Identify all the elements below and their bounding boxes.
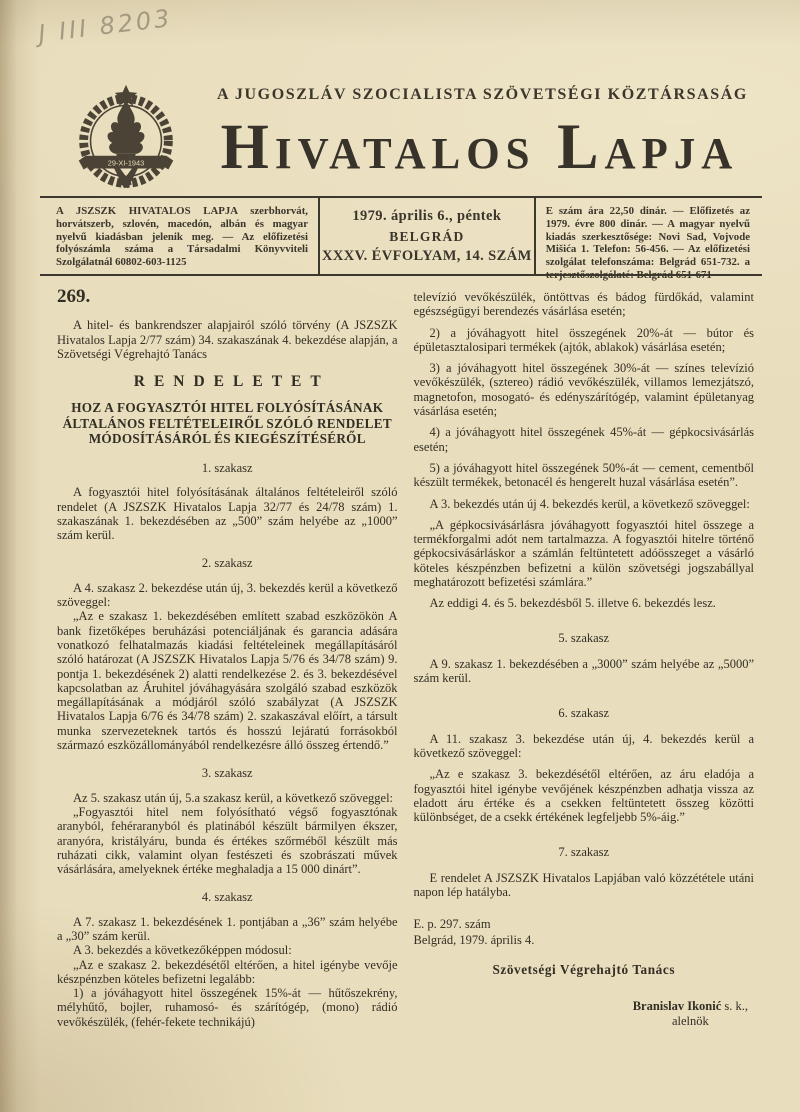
publication-info-box <box>40 196 762 281</box>
section-heading: 6. szakasz <box>558 705 610 720</box>
paragraph: A 3. bekezdés a következőképpen módosul: <box>73 943 292 958</box>
decree-title: HOZ A FOGYASZTÓI HITEL FOLYÓSÍTÁSÁNAK ÁLTALÁNOS FELTÉTELEIRŐL SZÓLÓ RENDELET MÓDOSÍTÁSÁRÓL ÉS KIEGÉSZÍTÉSÉRŐL <box>62 400 392 447</box>
masthead <box>58 84 755 196</box>
issue-date: 1979. április 6., péntek <box>352 208 502 224</box>
paragraph: Az eddigi 4. és 5. bekezdésből 5. illetve 6. bekezdés lesz. <box>429 596 716 611</box>
paragraph: 1) a jóváhagyott hitel összegének 15%-át — hűtőszekrény, mélyhűtő, bojler, ruhamosó- és szárítógép, (mono) rádió vevőkészülék, (fehér-fekete technikájú) <box>57 986 398 1029</box>
paragraph: Az 5. szakasz után új, 5.a szakasz kerül, a következő szöveggel: <box>73 790 394 805</box>
issue-city: BELGRÁD <box>389 228 465 244</box>
paragraph: A 3. bekezdés után új 4. bekezdés kerül, a következő szöveggel: <box>429 496 750 511</box>
publication-languages-note: A JSZSZK HIVATALOS LAPJA szerbhorvát, horvátszerb, szlovén, macedón, albán és magyar nyelvű kiadásban jelenik meg. — Az előfizetési folyószámla száma a Társadalmi Könyvviteli Szolgálatnál 60802-603-1125 <box>56 205 308 269</box>
decree-reference-number: E. p. 297. szám <box>413 916 491 931</box>
yugoslav-coat-of-arms-icon <box>62 82 190 196</box>
issue-identification <box>318 198 536 274</box>
right-column <box>414 290 755 1029</box>
article-intro: A hitel- és bankrendszer alapjairól szóló törvény (A JSZSZK Hivatalos Lapja 2/77 szám) 34. szakaszának 4. bekezdése alapján, a Szövetségi Végrehajtó Tanács <box>57 318 398 361</box>
paragraph: A 4. szakasz 2. bekezdése után új, 3. bekezdés kerül a következő szöveggel: <box>57 580 398 610</box>
country-name-line: A JUGOSZLÁV SZOCIALISTA SZÖVETSÉGI KÖZTÁRSASÁG <box>217 86 748 103</box>
signer-name: Branislav Ikonić <box>632 999 722 1014</box>
paragraph: 5) a jóváhagyott hitel összegének 50%-át — cement, cementből készült termékek, betonacél és hengerelt huzal vásárlása esetén”. <box>413 460 754 490</box>
section-heading: 3. szakasz <box>201 766 253 781</box>
section-heading: 2. szakasz <box>201 556 253 571</box>
section-heading: 7. szakasz <box>558 844 610 859</box>
section-heading: 1. szakasz <box>201 460 253 475</box>
section-heading: 4. szakasz <box>201 890 253 905</box>
paragraph: A 7. szakasz 1. bekezdésének 1. pontjában a „36” szám helyébe a „30” szám kerül. <box>57 914 398 943</box>
signature-block <box>633 999 748 1029</box>
left-column <box>57 286 398 1029</box>
signer-title: alelnök <box>671 1014 709 1029</box>
paragraph: „Az e szakasz 2. bekezdésétől eltérően, a hitel igénybe vevője készpénzben köteles befizetni legalább: <box>57 957 398 986</box>
section-heading: 5. szakasz <box>558 630 610 645</box>
signer-line <box>633 999 748 1014</box>
paragraph: „Fogyasztói hitel nem folyósítható végső fogyasztónak aranyból, fehéraranyból és platinából készült bármilyen ékszer, aranyóra, kristályáru, bunda és értékes szőrméből készült más ruházati cikk, valamint olyan festészeti és szobrászati művek vásárlására, amelyeknek értéke meghaladja a 15 000 dinárt”. <box>57 804 398 877</box>
paragraph: „A gépkocsivásárlásra jóváhagyott fogyasztói hitel összege a termékforgalmi adót nem tartalmazza. A fogyasztói hitelre történő gépkocsivásárláskor a számlán feltüntetett adóösszeget a vásárló köteles készpénzben befizetni a külön szövetségi jogszabállyal meghatározott befizetési számlára.” <box>413 517 754 590</box>
paragraph: „Az e szakasz 3. bekezdésétől eltérően, az áru eladója a fogyasztói hitel igénybe vevőjének készpénzben adhatja vissza az eladott áru értéke és a csekken feltüntetett összeg közötti különbséget, de a csekk értékének legfeljebb 5%-áig.” <box>413 767 754 825</box>
article-body <box>57 286 754 1029</box>
paragraph: A fogyasztói hitel folyósításának általános feltételeiről szóló rendelet (A JSZSZK Hivatalos Lapja 32/77 és 24/78 szám) 1. szakaszának 1. bekezdésében az „500” szám helyébe az „1000” szám kerül. <box>57 485 398 543</box>
paragraph: 3) a jóváhagyott hitel összegének 30%-át — színes televízió vevőkészülék, (sztereo) rádió vevőkészülék, villamos lemezjátszó, magnetofon, mosogató- és edényszárítógép, valamint épületanyag vásárlása esetén; <box>413 361 754 419</box>
emblem-date: 29-XI-1943 <box>107 158 145 168</box>
paragraph: 2) a jóváhagyott hitel összegének 20%-át — bútor és épületasztalosipari termékek (ajtók, ablakok) vásárlása esetén; <box>413 325 754 354</box>
decree-word: RENDELETET <box>133 373 330 391</box>
paragraph: A 11. szakasz 3. bekezdése után új, 4. bekezdés kerül a következő szöveggel: <box>413 731 754 761</box>
issuing-body: Szövetségi Végrehajtó Tanács <box>492 961 676 977</box>
signer-suffix: s. k., <box>721 999 748 1014</box>
paragraph: „Az e szakasz 1. bekezdésében említett szabad eszközökön A bank fizetőképes beruházási potenciáljának és garancia adására vonatkozó felhatalmazás kiadási feltételeinek megállapításáról szóló határozat (A JSZSZK Hivatalos Lapja 5/76 és 34/78 szám) 9. pontja 1. bekezdésének 2) alatti rendelkezése 2. és 3. bekezdésével kapcsolatban az Áruhitel jóváhagyására szolgáló szabad eszközök megállapításának a módjáról szóló szabályzat (A JSZSZK Hivatalos Lapja 6/76 és 34/78 szám) 2. szakaszával előírt, a társult munka szervezeteknek tartós és hosszú lejáratú forrásokból származó eszközállományából rendelkezésre álló összeg értendő.” <box>57 609 398 753</box>
gazette-title: Hivatalos Lapja <box>220 111 739 183</box>
paragraph: A 9. szakasz 1. bekezdésében a „3000” szám helyébe az „5000” szám kerül. <box>413 656 754 686</box>
issue-volume-number: XXXV. ÉVFOLYAM, 14. SZÁM <box>322 248 532 264</box>
paragraph: E rendelet A JSZSZK Hivatalos Lapjában való közzététele utáni napon lép hatályba. <box>413 870 754 900</box>
paragraph-continuation: televízió vevőkészülék, öntöttvas és bádog fürdőkád, valamint egészségügyi berendezés vásárlása esetén; <box>413 290 754 319</box>
decree-place-date: Belgrád, 1979. április 4. <box>413 932 535 947</box>
article-number: 269. <box>57 286 91 307</box>
paragraph: 4) a jóváhagyott hitel összegének 45%-át — gépkocsivásárlás esetén; <box>413 425 754 454</box>
price-subscription-note: E szám ára 22,50 dinár. — Előfizetés az 1979. évre 800 dinár. — A magyar nyelvű kiadás szerkesztősége: Novi Sad, Vojvode Mišića 1. Telefon: 56-456. — Az előfizetési szolgálat telefonszáma: Belgrád 651-732. a terjesztőszolgálaté: Belgrád 651-671 <box>545 205 750 281</box>
handwritten-note: J III 8203 <box>36 3 174 49</box>
